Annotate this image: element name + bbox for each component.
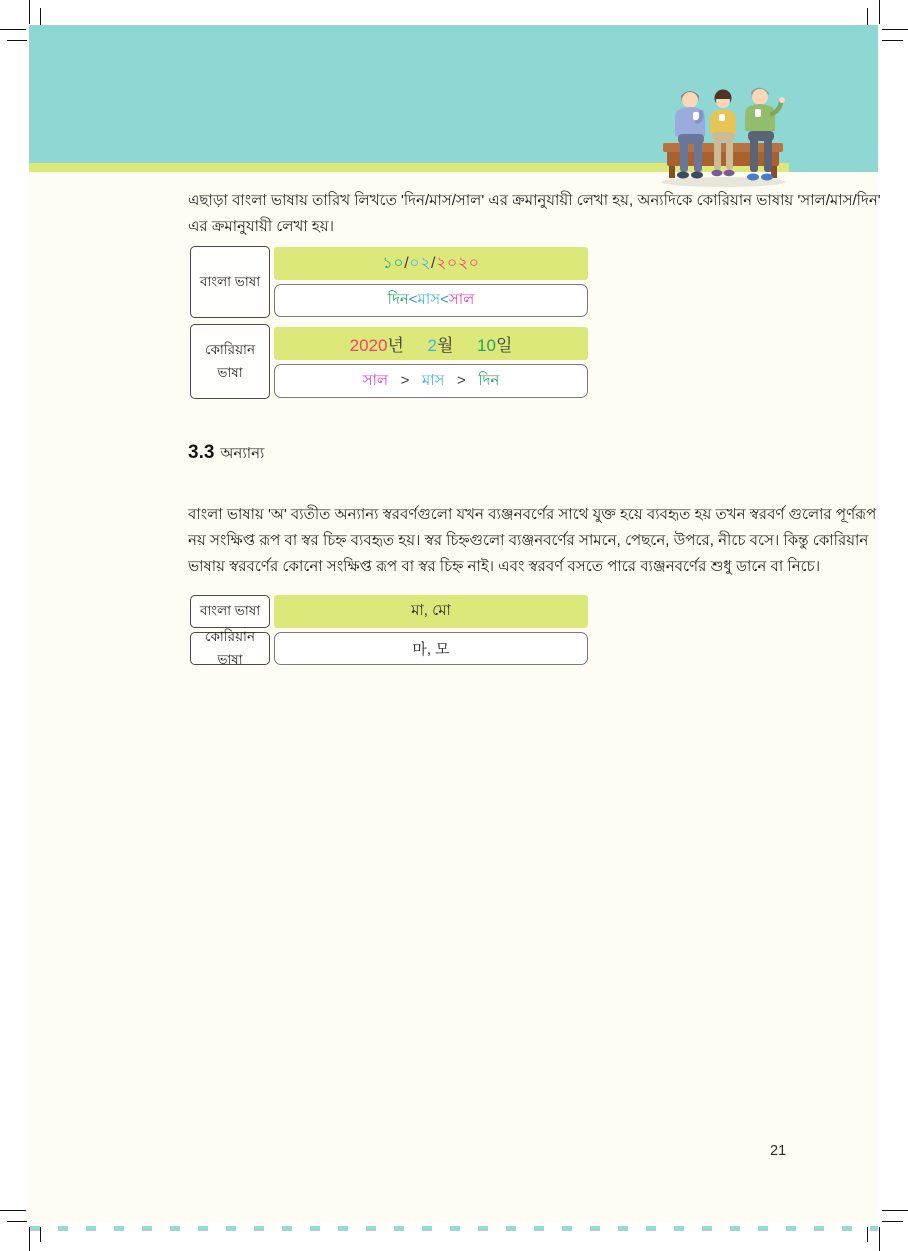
crop-mark [7, 40, 27, 41]
bangla-language-label: বাংলা ভাষা [190, 246, 270, 318]
korean-language-label-2: কোরিয়ান ভাষা [190, 632, 270, 665]
korean-example-text: 마, 모 [412, 641, 450, 658]
bench-illustration [645, 82, 805, 192]
korean-example-value [274, 632, 588, 665]
korean-date-text: 2020년 2월 10일 [349, 336, 513, 355]
page-number: 21 [770, 1143, 787, 1159]
bottom-teal-dashed-line [30, 1226, 878, 1231]
crop-mark [0, 1210, 26, 1211]
korean-order-text: সাল > মাস > দিন [362, 371, 500, 389]
section-number: 3.3 [188, 442, 215, 463]
person-green-icon [745, 88, 785, 181]
bangla-date-text: ১০/০২/২০২০ [382, 255, 480, 272]
bangla-date-order [274, 284, 588, 317]
bangla-order-text: দিন<মাস<সাল [387, 291, 475, 308]
crop-mark [882, 29, 908, 30]
crop-mark [879, 0, 880, 24]
book-page [29, 25, 881, 1222]
crop-mark [0, 29, 26, 30]
korean-date-order [274, 364, 588, 398]
crop-mark [867, 8, 868, 25]
korean-language-label: কোরিয়ান ভাষা [190, 324, 270, 399]
crop-mark [879, 1227, 880, 1251]
bangla-example-value [274, 595, 588, 628]
vowel-signs-paragraph: বাংলা ভাষায় 'অ' ব্যতীত অন্যান্য স্বরবর্ণগুলো যখন ব্যঞ্জনবর্ণের সাথে যুক্ত হয়ে ব্যবহৃত হয় তখন স্বরবর্ণ গুলোর পূর্ণরূপ নয় সংক্ষিপ্ত রূপ বা স্বর চিহ্ন ব্যবহৃত হয়। স্বর চিহ্নগুলো ব্যঞ্জনবর্ণের সামনে, পেছনে, উপরে, নীচে বসে। কিন্তু কোরিয়ান ভাষায় স্বরবর্ণের কোনো সংক্ষিপ্ত রূপ বা স্বর চিহ্ন নাই। এবং স্বরবর্ণ বসতে পারে ব্যঞ্জনবর্ণের শুধু ডানে বা নিচে। [188, 506, 877, 575]
crop-mark [882, 40, 903, 41]
crop-mark [882, 1210, 908, 1211]
korean-date-example [274, 327, 588, 360]
crop-mark [7, 1221, 27, 1222]
date-order-paragraph: এছাড়া বাংলা ভাষায় তারিখ লিখতে 'দিন/মাস/সাল' এর ক্রমানুযায়ী লেখা হয়, অন্যদিকে কোরিয়ান ভাষায় 'সাল/মাস/দিন' এর ক্রমানুযায়ী লেখা হয়। [188, 192, 881, 235]
crop-mark [882, 1221, 903, 1222]
section-title: অন্যান্য [220, 445, 265, 462]
crop-mark [29, 0, 30, 24]
bangla-example-text: মা, মো [411, 602, 451, 619]
section-heading [188, 442, 264, 467]
bangla-language-label-2: বাংলা ভাষা [190, 595, 270, 628]
bangla-date-example [274, 247, 588, 280]
crop-mark [40, 8, 41, 25]
